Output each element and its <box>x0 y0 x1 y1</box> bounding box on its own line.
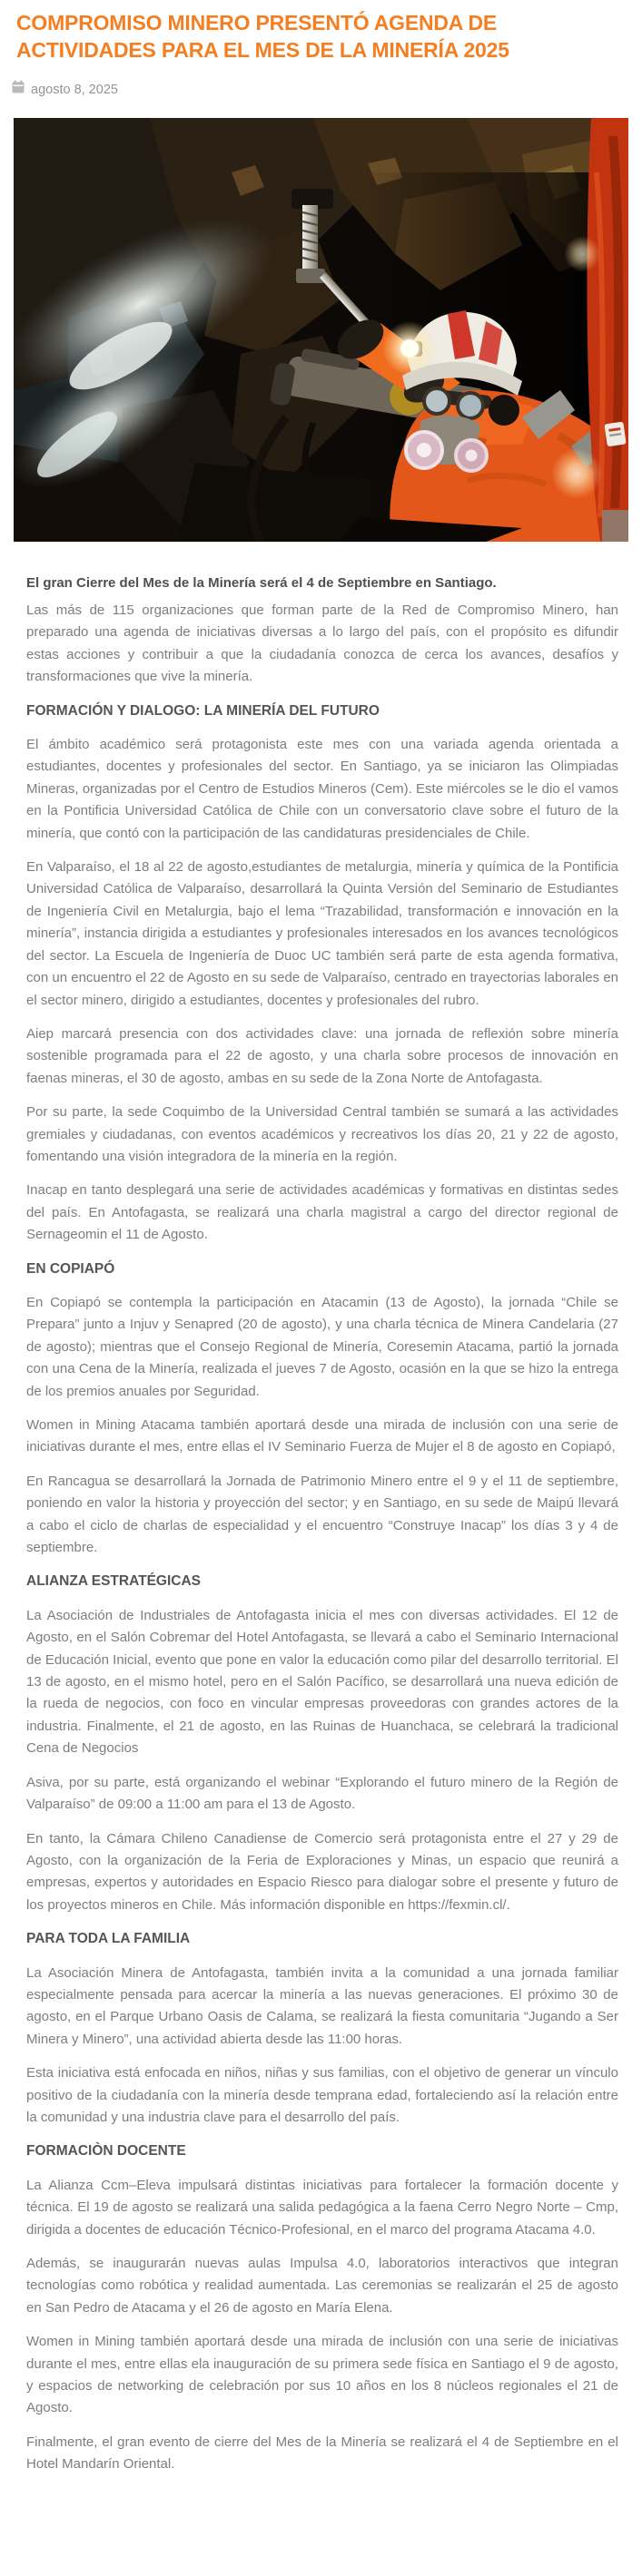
article-paragraph: En tanto, la Cámara Chileno Canadiense de Comercio será protagonista entre el 27 y 29 de Agosto, con la organización de la Feria de Exploraciones y Minas, un espacio que reunirá a empresas, expertos y autoridades en Espacio Riesco para dialogar sobre el presente y futuro de los proyectos mineros en Chile. Más información disponible en https://fexmin.cl/. <box>26 1830 618 1913</box>
post-date-row <box>12 80 642 99</box>
page-title: COMPROMISO MINERO PRESENTÓ AGENDA DE ACTIVIDADES PARA EL MES DE LA MINERÍA 2025 <box>16 11 509 62</box>
article-paragraph: La Alianza Ccm–Eleva impulsará distintas iniciativas para fortalecer la formación docente y técnica. El 19 de agosto se realizará una salida pedagógica a la faena Cerro Negro Norte – Cmp, dirigida a docentes de educación Técnico-Profesional, en el marco del programa Atacama 4.0. <box>26 2177 618 2238</box>
post-date: agosto 8, 2025 <box>31 82 118 97</box>
article-body <box>26 573 618 2476</box>
calendar-icon <box>12 80 25 99</box>
article-paragraph: Women in Mining también aportará desde una mirada de inclusión con una serie de iniciativas durante el mes, entre ellas ela inauguración de su primera sede física en Santiago el 9 de agosto, y espacios de networking de celebración por sus 10 años en los 8 núcleos regionales el 21 de Agosto. <box>26 2334 618 2416</box>
article-paragraph: La Asociación Minera de Antofagasta, también invita a la comunidad a una jornada familiar especialmente pensada para acercar la minería a las nuevas generaciones. El próximo 30 de agosto, en el Parque Urbano Oasis de Calama, se realizará la fiesta comunitaria “Jugando a Ser Minera y Minero”, una actividad abierta desde las 11:00 horas. <box>26 1964 618 2047</box>
article-paragraph: Women in Mining Atacama también aportará desde una mirada de inclusión con una serie de iniciativas durante el mes, entre ellas el IV Seminario Fuerza de Mujer el 8 de agosto en Copiapó, <box>26 1417 618 1455</box>
section-heading: ALIANZA ESTRATÉGICAS <box>26 1573 202 1590</box>
article-paragraph: Además, se inaugurarán nuevas aulas Impulsa 4.0, laboratorios interactivos que integran tecnologías como robótica y realidad aumentada. Las ceremonias se realizarán el 25 de agosto en San Pedro de Atacama y el 26 de agosto en María Elena. <box>26 2256 618 2316</box>
article-paragraph: Por su parte, la sede Coquimbo de la Universidad Central también se sumará a las actividades gremiales y ciudadanas, con eventos académicos y recreativos los días 20, 21 y 22 de agosto, fomentando una visión integradora de la minería en la región. <box>26 1104 618 1164</box>
mine-photo-illustration <box>14 118 628 542</box>
section-heading: FORMACIÒN DOCENTE <box>26 2143 186 2160</box>
article-paragraph: Las más de 115 organizaciones que forman parte de la Red de Compromiso Minero, han preparado una agenda de iniciativas diversas a lo largo del país, con el propósito es difundir estas acciones y contribuir a que la ciudadanía conozca de cerca los avances, desafíos y transformaciones que vive la minería. <box>26 602 618 685</box>
article-paragraph: Esta iniciativa está enfocada en niños, niñas y sus familias, con el objetivo de generar un vínculo positivo de la ciudadanía con la minería desde temprana edad, fortaleciendo así la relación entre la comunidad y una industria clave para el desarrollo del país. <box>26 2065 618 2125</box>
hero-image <box>14 118 628 542</box>
section-heading: FORMACIÓN Y DIALOGO: LA MINERÍA DEL FUTURO <box>26 702 380 719</box>
section-heading: PARA TODA LA FAMILIA <box>26 1931 191 1947</box>
article-paragraph: Aiep marcará presencia con dos actividades clave: una jornada de reflexión sobre minería sostenible programada para el 22 de agosto, y una charla sobre procesos de innovación en faenas mineras, el 30 de agosto, ambas en su sede de la Zona Norte de Antofagasta. <box>26 1025 618 1086</box>
image-caption: El gran Cierre del Mes de la Minería será el 4 de Septiembre en Santiago. <box>26 575 497 591</box>
article-paragraph: En Rancagua se desarrollará la Jornada de Patrimonio Minero entre el 9 y el 11 de septiembre, poniendo en valor la historia y proyección del sector; y en Santiago, en su sede de Maipú llevará a cabo el ciclo de charlas de especialidad y el encuentro “Construye Inacap” los días 3 y 4 de septiembre. <box>26 1473 618 1556</box>
article-paragraph: En Copiapó se contempla la participación en Atacamin (13 de Agosto), la jornada “Chile se Prepara” junto a Injuv y Senapred (20 de agosto), y una charla técnica de Minera Candelaria (27 de agosto); mientras que el Consejo Regional de Minería, Coresemin Atacama, partió la jornada con una Cena de la Minería, realizada el jueves 7 de Agosto, ocasión en la que se hizo la entrega de los premios anuales por Seguridad. <box>26 1294 618 1399</box>
article-paragraph: La Asociación de Industriales de Antofagasta inicia el mes con diversas actividades. El 12 de Agosto, en el Salón Cobremar del Hotel Antofagasta, se llevará a cabo el Seminario Internacional de Educación Inicial, evento que pone en valor la educación como pilar del desarrollo territorial. El 13 de agosto, en el mismo hotel, pero en el Salón Pacífico, se desarrollará una nueva edición de la rueda de negocios, con foco en vincular empresas proveedoras con grandes actores de la industria. Finalmente, el 21 de agosto, en las Ruinas de Huanchaca, se celebrará la tradicional Cena de Negocios <box>26 1607 618 1757</box>
article-paragraph: En Valparaíso, el 18 al 22 de agosto,estudiantes de metalurgia, minería y química de la Pontificia Universidad Católica de Valparaíso, desarrollará la Quinta Versión del Seminario de Estudiantes de Ingeniería Civil en Metalurgia, bajo el lema “Trazabilidad, transformación e innovación en la minería”, instancia dirigida a estudiantes y profesionales interesados en los avances tecnológicos del sector. La Escuela de Ingeniería de Duoc UC también será parte de esta agenda formativa, con un encuentro el 22 de Agosto en su sede de Valparaíso, centrado en trayectorias laborales en el sector minero, dirigido a estudiantes, docentes y profesionales del rubro. <box>26 859 618 1008</box>
article-paragraph: Inacap en tanto desplegará una serie de actividades académicas y formativas en distintas sedes del país. En Antofagasta, se realizará una charla magistral a cargo del director regional de Sernageomin el 11 de Agosto. <box>26 1182 618 1243</box>
article-paragraph: El ámbito académico será protagonista este mes con una variada agenda orientada a estudiantes, docentes y profesionales del sector. En Santiago, ya se iniciaron las Olimpiadas Mineras, organizadas por el Centro de Estudios Mineros (Cem). Este miércoles se le dio el vamos en la Pontificia Universidad Católica de Chile con un conversatorio clave sobre el futuro de la minería, que contó con la participación de las candidaturas presidenciales de Chile. <box>26 737 618 841</box>
article-paragraph: Asiva, por su parte, está organizando el webinar “Explorando el futuro minero de la Región de Valparaíso” de 09:00 a 11:00 am para el 13 de Agosto. <box>26 1774 618 1813</box>
section-heading: EN COPIAPÓ <box>26 1260 115 1277</box>
article-paragraph: Finalmente, el gran evento de cierre del Mes de la Minería se realizará el 4 de Septiembre en el Hotel Mandarín Oriental. <box>26 2434 618 2473</box>
